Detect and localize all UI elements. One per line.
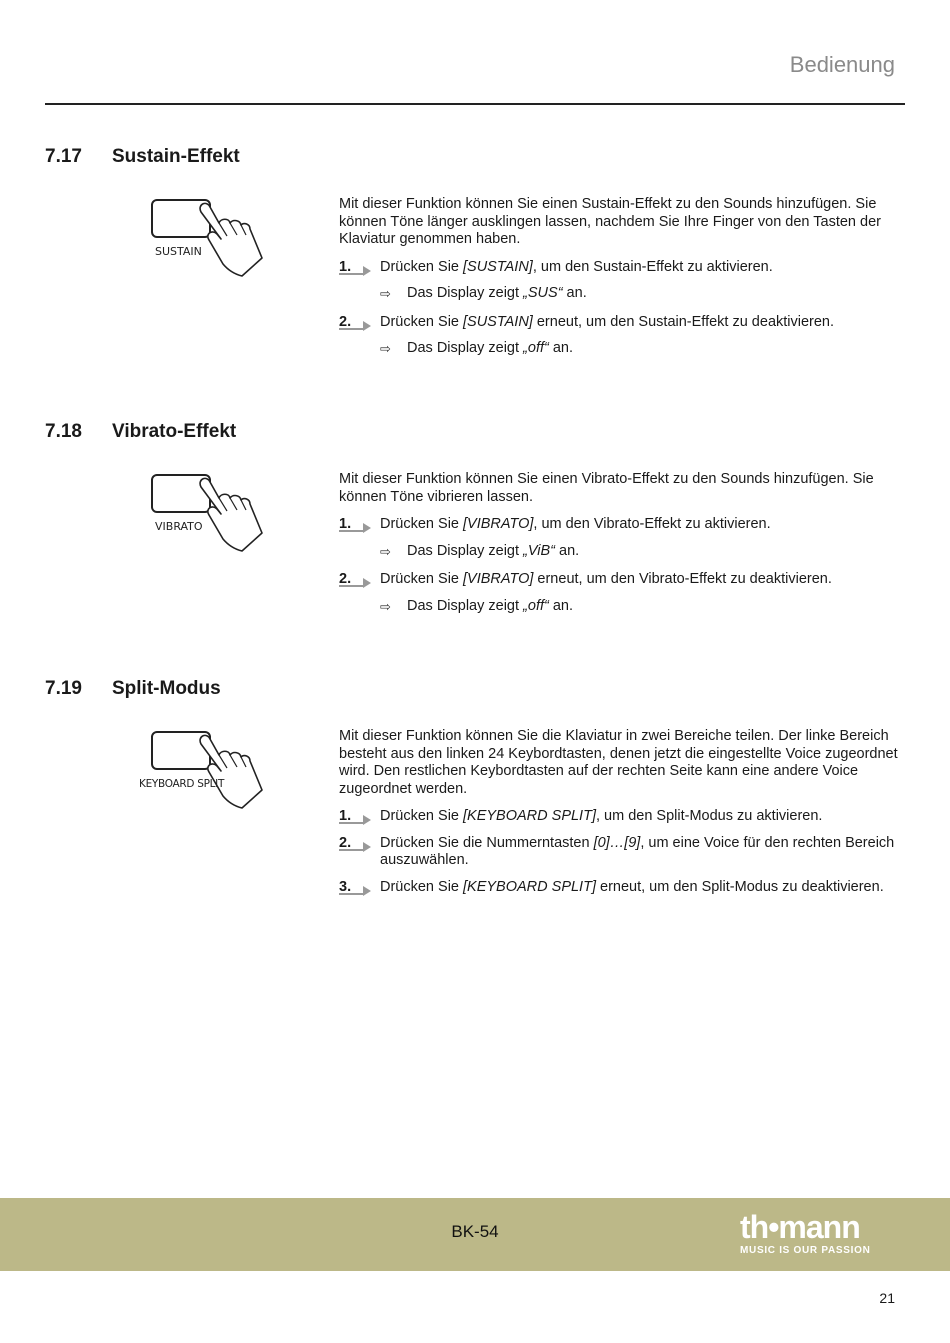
result-arrow-icon: ⇨ [380, 341, 391, 356]
step-result: ⇨ Das Display zeigt „ViB“ an. [380, 542, 580, 559]
step-item: 1. Drücken Sie [KEYBOARD SPLIT], um den Split-Modus zu aktivieren. [339, 808, 823, 824]
step-item: 2. Drücken Sie [SUSTAIN] erneut, um den Sustain-Effekt zu deaktivieren. [339, 313, 835, 330]
button-label: KEYBOARD SPLIT [139, 778, 225, 790]
step-number: 1. [339, 516, 375, 534]
section-heading [45, 421, 236, 443]
step-arrow-icon [339, 839, 373, 853]
vibrato-button-illustration [149, 473, 279, 555]
section-body [339, 196, 905, 369]
section-title: Split-Modus [112, 678, 221, 699]
step-result: ⇨ Das Display zeigt „SUS“ an. [380, 285, 587, 301]
section-body [339, 471, 905, 626]
section-number: 7.18 [45, 421, 82, 442]
step-item: 3. Drücken Sie [KEYBOARD SPLIT] erneut, um den Split-Modus zu deaktivieren. [339, 878, 884, 895]
step-number: 2. [339, 314, 375, 332]
step-number: 1. [339, 808, 375, 826]
thomann-logo [740, 1210, 900, 1256]
step-result: ⇨ Das Display zeigt „off“ an. [380, 597, 574, 614]
section-heading [45, 146, 240, 168]
step-number: 2. [339, 571, 375, 589]
step-arrow-icon [339, 263, 373, 277]
section-number: 7.17 [45, 146, 82, 167]
result-arrow-icon: ⇨ [380, 543, 391, 559]
pressing-hand-icon [149, 473, 279, 555]
logo-wordmark: th•mann [740, 1209, 860, 1245]
step-number: 2. [339, 835, 375, 853]
logo-tagline: MUSIC IS OUR PASSION [740, 1245, 871, 1256]
section-number: 7.19 [45, 678, 82, 699]
step-arrow-icon [339, 812, 373, 826]
section-title: Vibrato-Effekt [112, 421, 237, 442]
chapter-title: Bedienung [789, 52, 895, 77]
step-result: ⇨ Das Display zeigt „off“ an. [380, 340, 574, 356]
intro-paragraph: Mit dieser Funktion können Sie einen Sustain-Effekt zu den Sounds hinzufügen. Sie können Töne länger ausklingen lassen, nachdem Sie Ihre Finger von den Tasten der Klaviatur genommen haben. [339, 196, 881, 247]
button-label: VIBRATO [155, 520, 203, 533]
header-divider [45, 103, 905, 105]
step-number: 3. [339, 879, 375, 897]
keyboard-split-button-illustration [137, 730, 287, 814]
intro-paragraph: Mit dieser Funktion können Sie einen Vibrato-Effekt zu den Sounds hinzufügen. Sie können Töne vibrieren lassen. [339, 471, 874, 505]
intro-paragraph: Mit dieser Funktion können Sie die Klaviatur in zwei Bereiche teilen. Der linke Bereich besteht aus den linken 24 Keybordtasten, denen jetzt die eingestellte Voice zugeordnet wird. Den restlichen Keybordtasten auf der rechten Seite kann eine andere Voice zugeordnet werden. [339, 728, 898, 797]
section-title: Sustain-Effekt [112, 146, 240, 167]
step-item: 1. Drücken Sie [SUSTAIN], um den Sustain-Effekt zu aktivieren. [339, 258, 773, 275]
button-label: SUSTAIN [155, 245, 202, 258]
page-number: 21 [879, 1290, 895, 1306]
sustain-button-illustration [149, 198, 279, 280]
footer-band [0, 1198, 950, 1271]
step-item: 2. Drücken Sie [VIBRATO] erneut, um den Vibrato-Effekt zu deaktivieren. [339, 571, 832, 587]
section-body [339, 728, 905, 905]
step-item: 1. Drücken Sie [VIBRATO], um den Vibrato-Effekt zu aktivieren. [339, 516, 771, 532]
section-heading [45, 678, 221, 700]
step-number: 1. [339, 259, 375, 277]
result-arrow-icon: ⇨ [380, 598, 391, 614]
pressing-hand-icon [149, 198, 279, 280]
pressing-hand-icon [137, 730, 287, 814]
step-item: 2. Drücken Sie die Nummerntasten [0]…[9], um eine Voice für den rechten Bereich auszuwählen. [339, 834, 895, 868]
step-arrow-icon [339, 318, 373, 332]
step-arrow-icon [339, 575, 373, 589]
step-arrow-icon [339, 520, 373, 534]
result-arrow-icon: ⇨ [380, 286, 391, 301]
step-arrow-icon [339, 883, 373, 897]
model-name: BK-54 [451, 1222, 499, 1241]
